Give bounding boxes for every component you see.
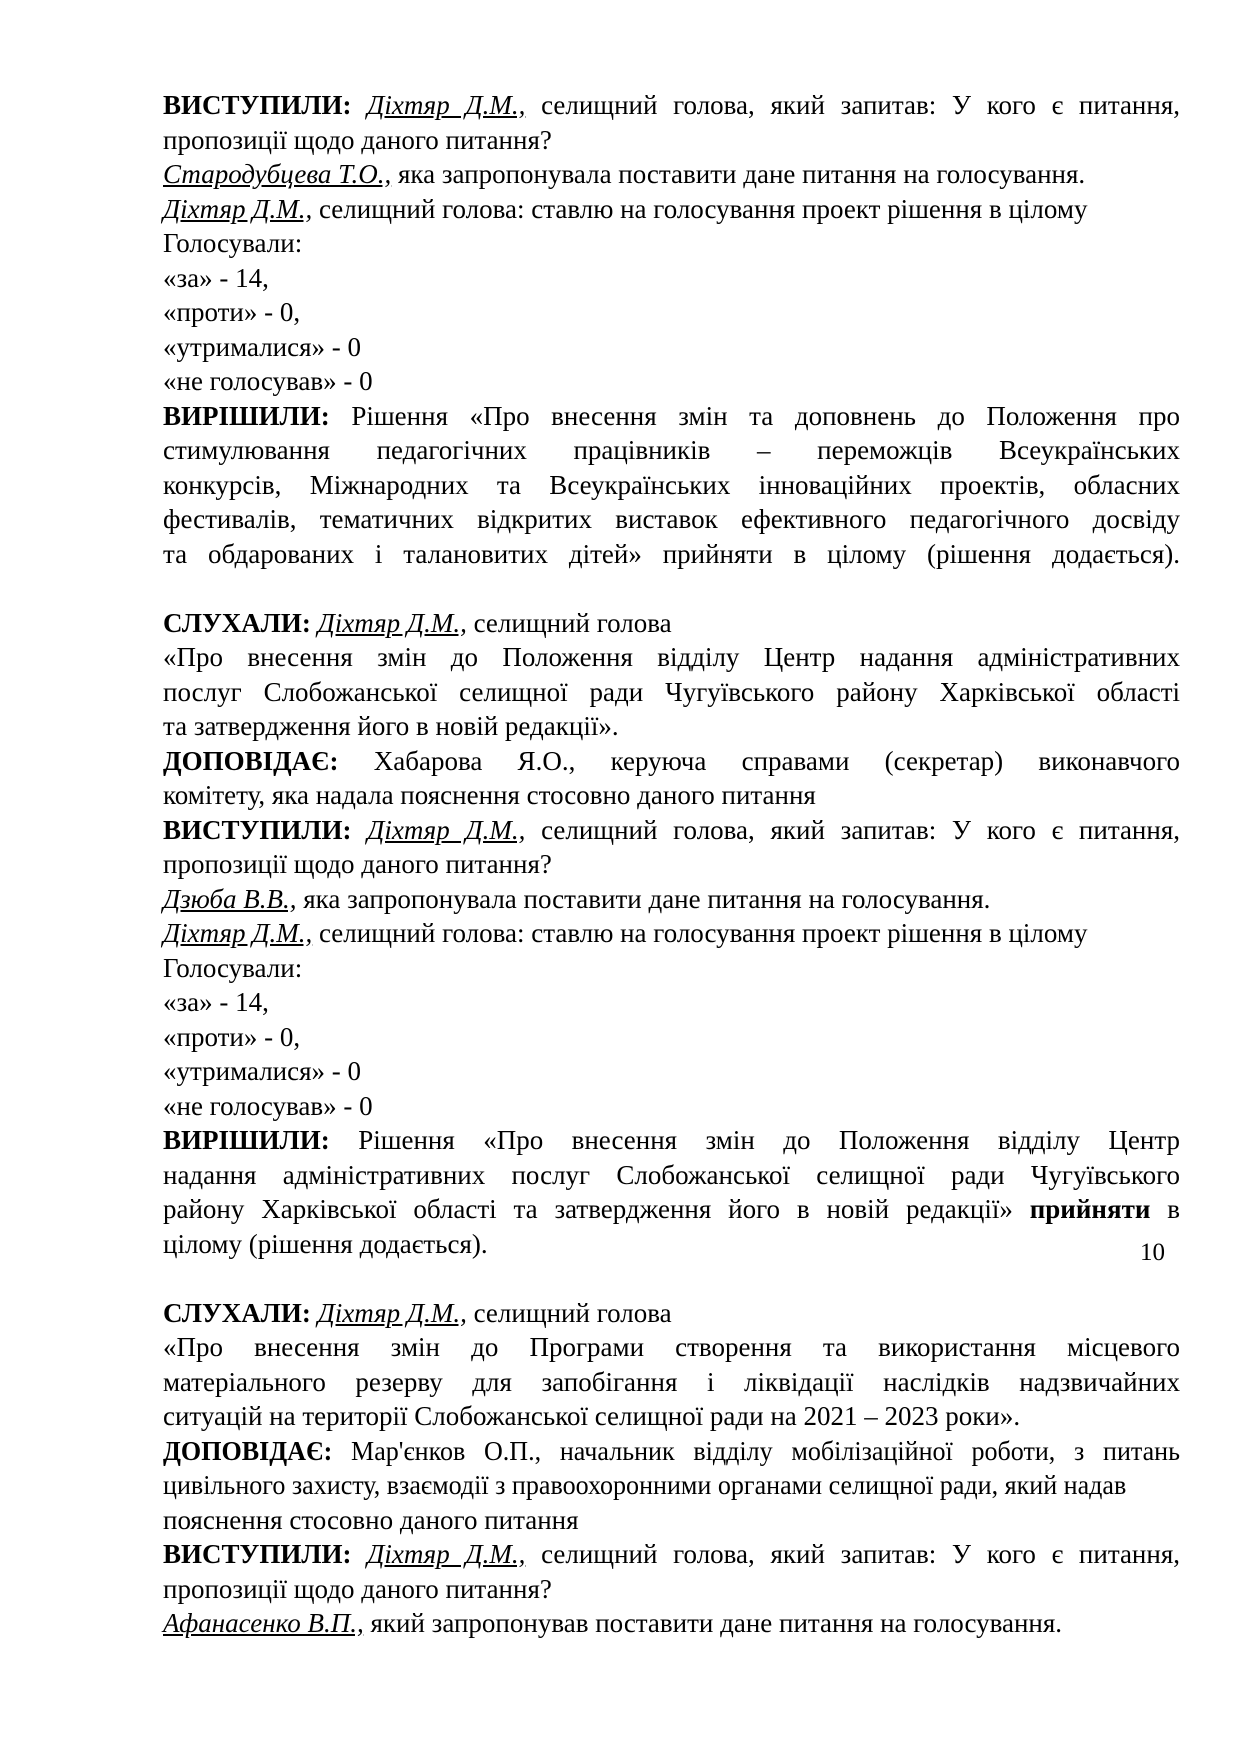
section-label: ВИСТУПИЛИ: (163, 814, 368, 845)
line-text: «утрималися» - 0 (163, 1056, 362, 1086)
text-line (163, 123, 1180, 158)
text-line (163, 1054, 1180, 1089)
text-line (163, 502, 1180, 537)
person-name: Афанасенко В.П., (163, 1608, 364, 1638)
text-line (163, 330, 1180, 365)
text-line (163, 813, 1180, 848)
text-line (163, 1158, 1180, 1193)
line-text: селищний голова: ставлю на голосування проект рішення в цілому (312, 918, 1088, 948)
line-text: Голосували: (163, 228, 303, 258)
line-text: селищний голова, який запитав: У кого є питання, (525, 814, 1180, 845)
line-text: «проти» - 0, (163, 1021, 301, 1052)
line-text: селищний голова, який запитав: У кого є питання, (525, 90, 1180, 120)
line-text: Рішення «Про внесення змін та доповнень до Положення про (351, 400, 1180, 431)
document-body (163, 88, 1180, 1641)
section-label: ВИРІШИЛИ: (163, 1125, 359, 1155)
section-label: прийняти (1029, 1194, 1151, 1224)
text-line (163, 1089, 1180, 1124)
line-text: «за» - 14, (163, 262, 269, 293)
line-text: цілому (рішення додається). (163, 1228, 488, 1259)
section-label: ВИРІШИЛИ: (163, 400, 352, 431)
text-line (163, 1330, 1180, 1365)
text-line (163, 1399, 1180, 1434)
line-text: пояснення стосовно даного питання (163, 1504, 579, 1535)
text-line (163, 468, 1180, 503)
text-line (163, 261, 1180, 296)
line-text: Хабарова Я.О., керуюча справами (секретар) виконавчого (373, 745, 1180, 776)
text-line (163, 709, 1180, 744)
text-line (163, 1434, 1180, 1469)
text-line (163, 399, 1180, 434)
line-text: стимулювання педагогічних працівників – переможців Всеукраїнських (163, 435, 1180, 465)
line-text: який запропонував поставити дане питання на голосування. (363, 1608, 1063, 1638)
line-text: пропозиції щодо даного питання? (163, 1573, 552, 1604)
blank-line (163, 571, 1180, 606)
line-text: яка запропонувала поставити дане питання на голосування. (391, 159, 1086, 189)
text-line (163, 192, 1180, 227)
page-number: 10 (1140, 1239, 1165, 1266)
line-text: селищний голова, який запитав: У кого є питання, (525, 1539, 1180, 1569)
text-line (163, 1468, 1180, 1503)
text-line (163, 1020, 1180, 1055)
line-text: в (1150, 1194, 1180, 1224)
line-text: цивільного захисту, взаємодії з правоохоронними органами селищної ради, який надав (163, 1470, 1127, 1500)
person-name: Діхтяр Д.М., (163, 918, 313, 948)
text-line (163, 1227, 1180, 1262)
text-line (163, 640, 1180, 675)
line-text: району Харківської області та затвердження його в новій редакції» (163, 1194, 1030, 1224)
line-text: «Про внесення змін до Програми створення та використання місцевого (163, 1332, 1180, 1362)
line-text: селищний голова (466, 1297, 672, 1328)
text-line (163, 882, 1180, 917)
text-line (163, 744, 1180, 779)
text-line (163, 951, 1180, 986)
text-line (163, 295, 1180, 330)
line-text: комітету, яка надала пояснення стосовно даного питання (163, 780, 816, 810)
line-text: ситуацій на території Слобожанської селищної ради на 2021 – 2023 роки». (163, 1401, 1021, 1431)
text-line (163, 157, 1180, 192)
section-label: ДОПОВІДАЄ: (163, 1435, 352, 1466)
person-name: Діхтяр Д.М., (163, 193, 313, 224)
line-text: «не голосував» - 0 (163, 366, 373, 396)
text-line (163, 1606, 1180, 1641)
text-line (163, 1296, 1180, 1331)
text-line (163, 1537, 1180, 1572)
line-text: надання адміністративних послуг Слобожанської селищної ради Чугуївського (163, 1159, 1180, 1190)
line-text: Рішення «Про внесення змін до Положення відділу Центр (358, 1125, 1180, 1155)
section-label: ДОПОВІДАЄ: (163, 745, 374, 776)
line-text: конкурсів, Міжнародних та Всеукраїнських інноваційних проектів, обласних (163, 469, 1180, 500)
text-line (163, 364, 1180, 399)
line-text: послуг Слобожанської селищної ради Чугуївського району Харківської області (163, 676, 1180, 707)
person-name: Діхтяр Д.М., (317, 1297, 467, 1328)
person-name: Діхтяр Д.М., (367, 90, 526, 120)
section-label: ВИСТУПИЛИ: (163, 90, 368, 120)
text-line (163, 675, 1180, 710)
person-name: Стародубцева Т.О., (163, 159, 392, 189)
text-line (163, 985, 1180, 1020)
line-text: та затвердження його в новій редакції». (163, 711, 619, 741)
text-line (163, 1503, 1180, 1538)
line-text: «утрималися» - 0 (163, 331, 362, 362)
person-name: Діхтяр Д.М., (367, 1539, 526, 1569)
line-text: «не голосував» - 0 (163, 1090, 373, 1121)
text-line (163, 916, 1180, 951)
text-line (163, 433, 1180, 468)
section-label: ВИСТУПИЛИ: (163, 1539, 368, 1569)
text-line (163, 778, 1180, 813)
line-text: пропозиції щодо даного питання? (163, 124, 552, 155)
line-text: яка запропонувала поставити дане питання на голосування. (296, 883, 991, 914)
section-label: СЛУХАЛИ: (163, 1297, 318, 1328)
text-line (163, 1123, 1180, 1158)
person-name: Дзюба В.В., (163, 883, 297, 914)
text-line (163, 88, 1180, 123)
line-text: Мар'єнков О.П., начальник відділу мобілізаційної роботи, з питань (351, 1435, 1180, 1466)
line-text: «за» - 14, (163, 987, 269, 1017)
line-text: матеріального резерву для запобігання і ліквідації наслідків надзвичайних (163, 1366, 1180, 1397)
line-text: пропозиції щодо даного питання? (163, 849, 552, 879)
text-line (163, 606, 1180, 641)
line-text: Голосували: (163, 952, 303, 983)
text-line (163, 537, 1180, 572)
text-line (163, 1572, 1180, 1607)
person-name: Діхтяр Д.М., (317, 607, 467, 638)
section-label: СЛУХАЛИ: (163, 607, 318, 638)
text-line (163, 1365, 1180, 1400)
line-text: селищний голова: ставлю на голосування проект рішення в цілому (312, 193, 1088, 224)
blank-line (163, 1261, 1180, 1296)
person-name: Діхтяр Д.М., (367, 814, 526, 845)
text-line (163, 847, 1180, 882)
line-text: та обдарованих і талановитих дітей» прийняти в цілому (рішення додається). (163, 538, 1180, 569)
text-line (163, 226, 1180, 261)
line-text: «Про внесення змін до Положення відділу Центр надання адміністративних (163, 642, 1180, 672)
line-text: «проти» - 0, (163, 297, 301, 327)
text-line (163, 1192, 1180, 1227)
line-text: фестивалів, тематичних відкритих виставок ефективного педагогічного досвіду (163, 504, 1180, 534)
line-text: селищний голова (466, 607, 672, 638)
